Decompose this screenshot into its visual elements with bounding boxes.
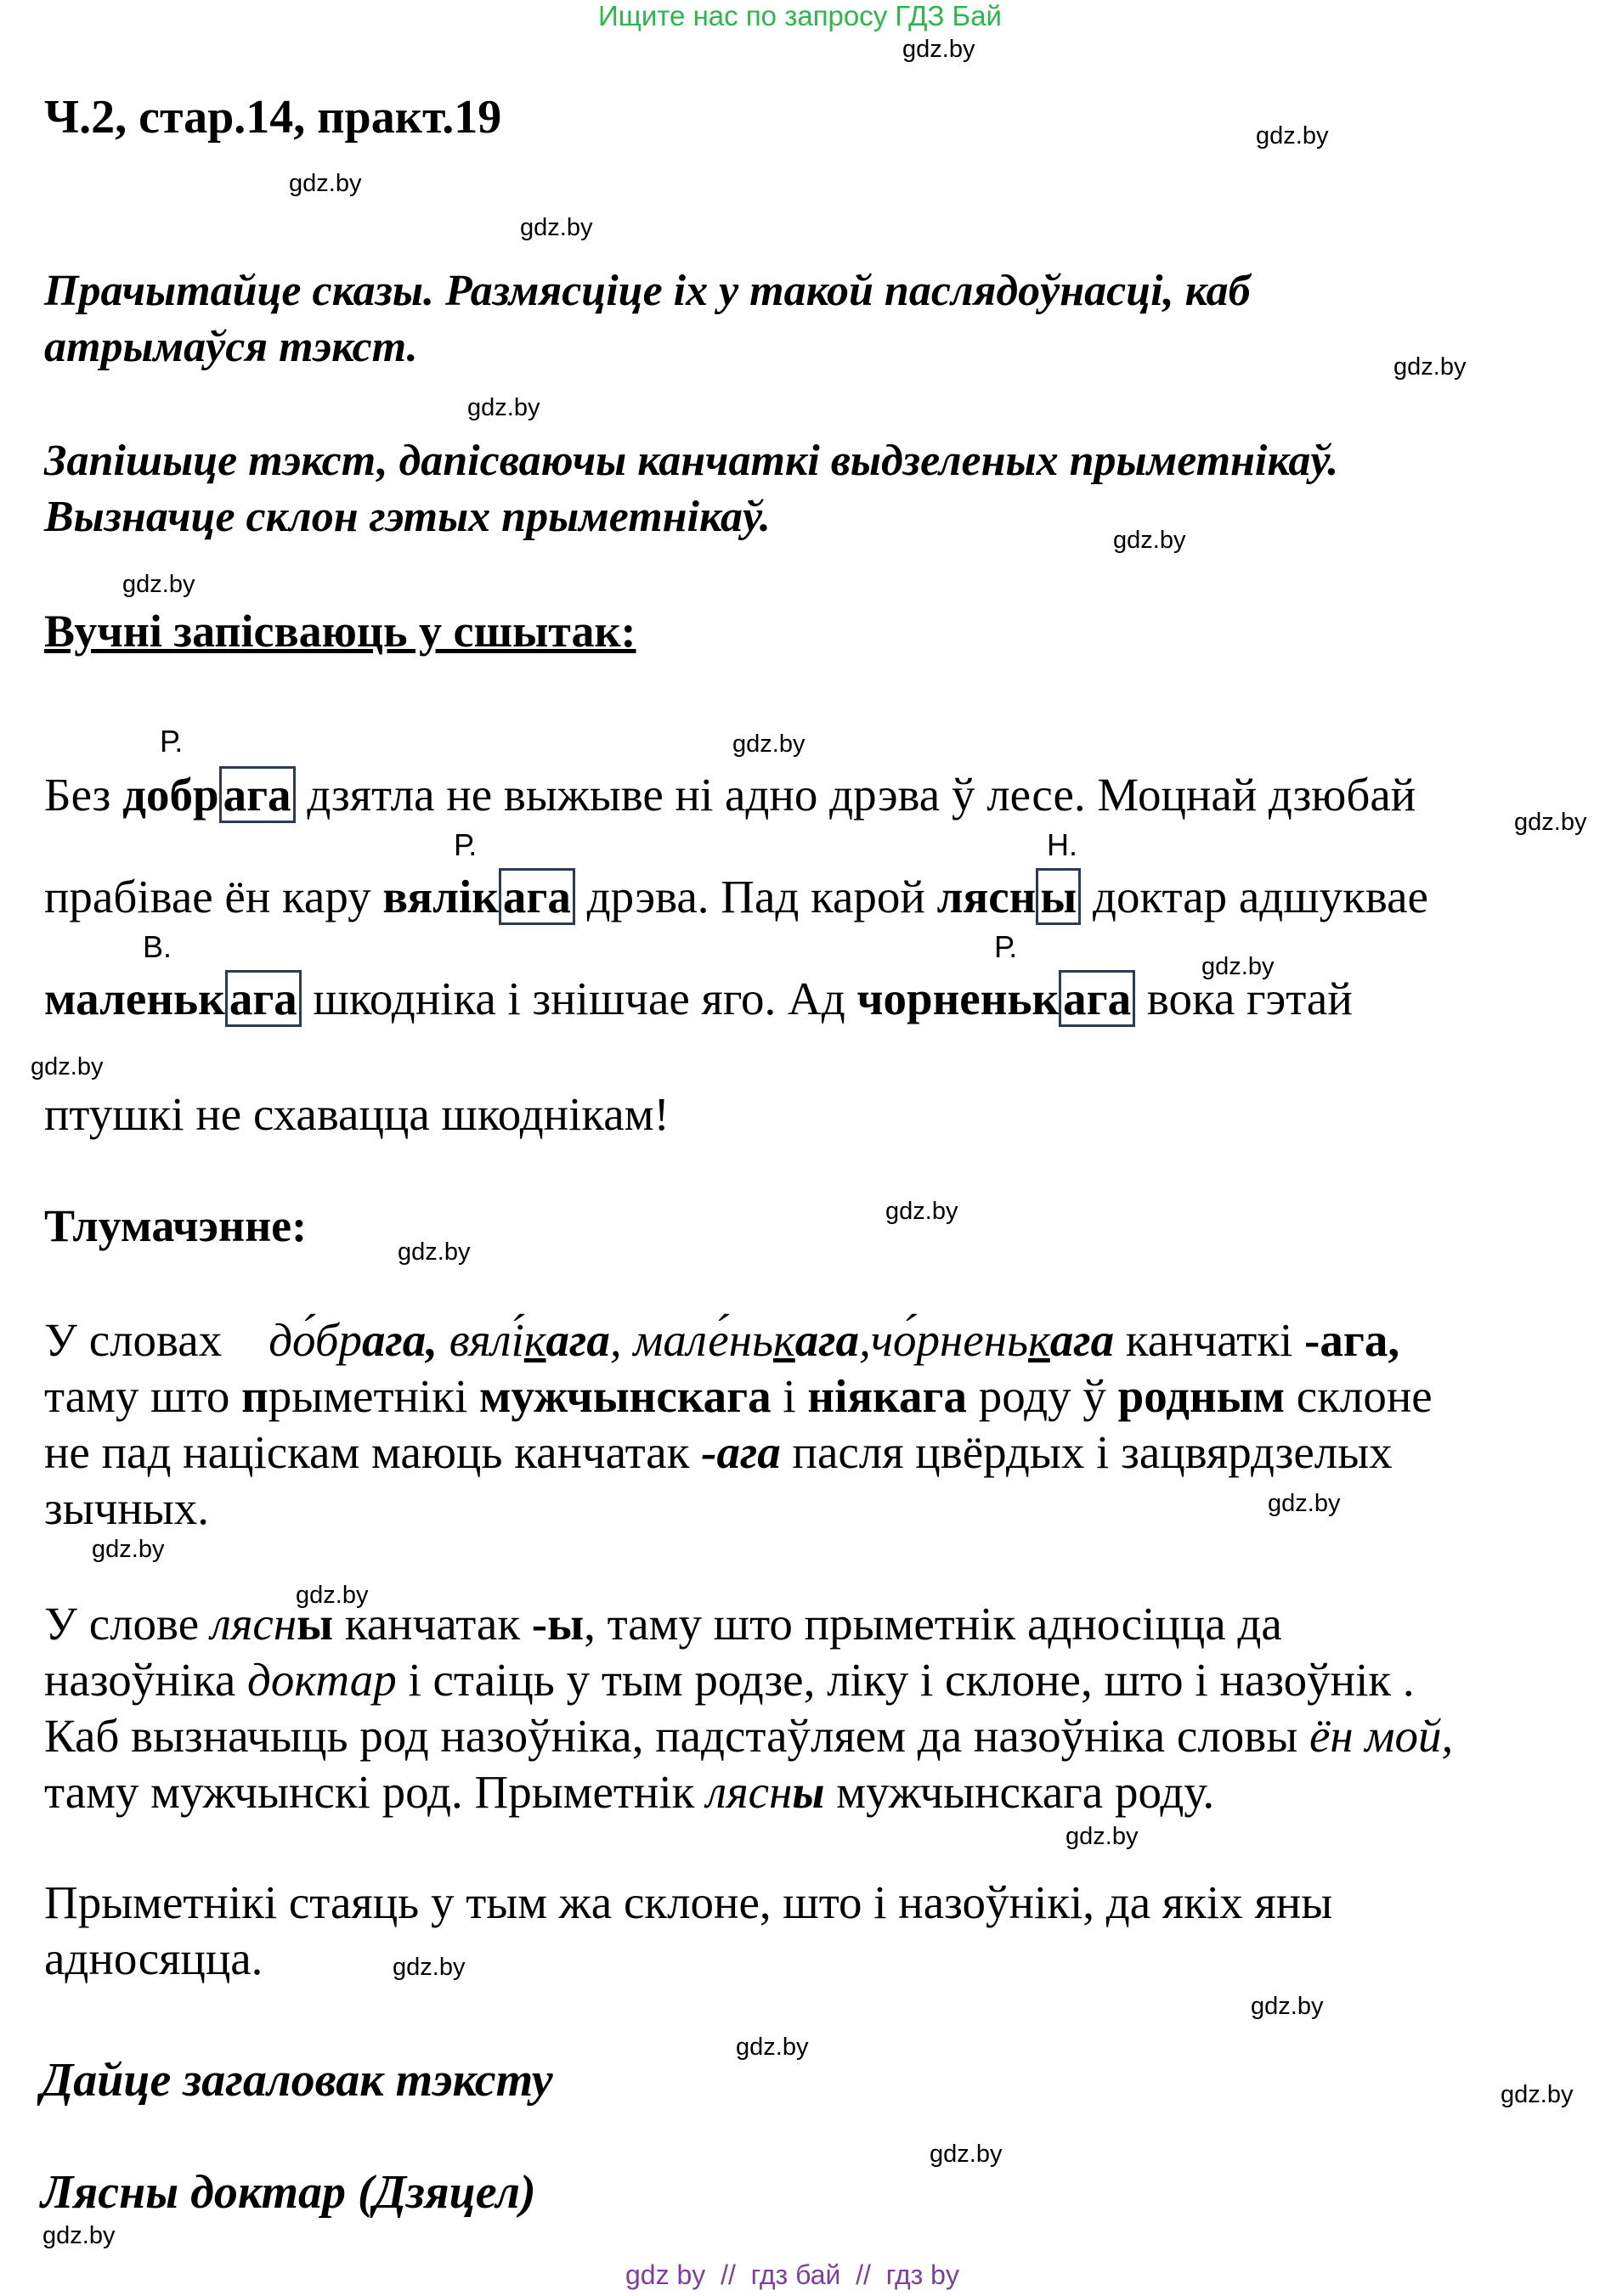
watermark: gdz.by [1201,953,1275,980]
watermark: gdz.by [122,571,195,598]
ending-box: ага [219,766,296,823]
title-task: Дайце загаловак тэксту [41,2054,553,2107]
watermark: gdz.by [1251,1993,1324,2020]
page-heading: Ч.2, стар.14, практ.19 [44,91,502,144]
watermark: gdz.by [1066,1823,1139,1850]
explanation-line: не пад націскам маюць канчатак -ага пасля цвёрдых і зацвярдзелых [44,1426,1393,1478]
watermark: gdz.by [31,1053,104,1080]
case-mark: В. [143,929,172,964]
case-mark: Н. [1047,827,1077,862]
ending-box: ы [1036,868,1081,925]
watermark: gdz.by [732,731,806,758]
task-line: Прачытайце сказы. Размясціце іх у такой паслядоўнасці, каб [44,267,1251,315]
watermark: gdz.by [1514,809,1587,836]
exercise-line: птушкі не схавацца шкоднікам! [44,1088,670,1140]
watermark: gdz.by [1393,353,1467,381]
footer-links[interactable]: gdz by // гдз бай // гдз by [625,2259,959,2290]
watermark: gdz.by [296,1582,369,1609]
watermark: gdz.by [930,2141,1003,2168]
explanation-line: Каб вызначыць род назоўніка, падстаўляем да назоўніка словы ён мой, [44,1710,1454,1762]
explanation-line: У слове лясны канчатак -ы, таму што прыметнік адносіцца да [44,1598,1282,1650]
task-line: Запішыце тэкст, дапісваючы канчаткі выдзеленых прыметнікаў. [44,437,1339,485]
explanation-line: таму мужчынскі род. Прыметнік лясны мужчынскага роду. [44,1766,1215,1818]
exercise-line: прабівае ён кару вялікага дрэва. Пад карой лясны доктар адшуквае [44,870,1428,923]
watermark: gdz.by [393,1954,466,1981]
explanation-line: зычных. [44,1482,209,1534]
watermark: gdz.by [42,2222,116,2249]
watermark: gdz.by [885,1198,958,1225]
watermark: gdz.by [1113,527,1186,554]
watermark: gdz.by [92,1536,165,1563]
exercise-line: маленькага шкодніка і знішчае яго. Ад чорненькага вока гэтай [44,972,1353,1025]
title-answer: Лясны доктар (Дзяцел) [41,2166,536,2219]
task-line: Вызначце склон гэтых прыметнікаў. [44,493,771,541]
explanation-line: таму што прыметнікі мужчынскага і ніякага роду ў родным склоне [44,1370,1433,1422]
watermark: gdz.by [1256,122,1329,149]
exercise-line: Без добрага дзятла не выжыве ні адно дрэва ў лесе. Моцнай дзюбай [44,768,1416,821]
watermark: gdz.by [520,214,593,241]
case-mark: Р. [994,929,1018,964]
task-line: атрымаўся тэкст. [44,323,418,371]
watermark: gdz.by [467,394,540,421]
case-mark: Р. [454,827,478,862]
notebook-heading: Вучні запісваюць у сшытак: [44,606,636,657]
ending-box: ага [499,868,575,925]
explanation-line: адносяцца. [44,1932,263,1984]
ending-box: ага [225,970,302,1027]
top-banner[interactable]: Ищите нас по запросу ГДЗ Бай [598,0,1002,31]
watermark: gdz.by [289,170,362,197]
watermark: gdz.by [1268,1490,1341,1517]
explanation-line: У словах до́брага, вялі́кага, мале́нькага,чо́рненькага канчаткі -ага, [44,1314,1400,1366]
watermark: gdz.by [1501,2081,1574,2108]
explanation-heading: Тлумачэнне: [44,1200,308,1251]
case-mark: Р. [160,724,184,759]
explanation-line: Прыметнікі стаяць у тым жа склоне, што і назоўнікі, да якіх яны [44,1876,1333,1928]
explanation-line: назоўніка доктар і стаіць у тым родзе, ліку і склоне, што і назоўнік . [44,1654,1415,1706]
watermark: gdz.by [398,1238,471,1266]
watermark: gdz.by [902,36,975,63]
ending-box: ага [1059,970,1135,1027]
watermark: gdz.by [736,2034,809,2061]
